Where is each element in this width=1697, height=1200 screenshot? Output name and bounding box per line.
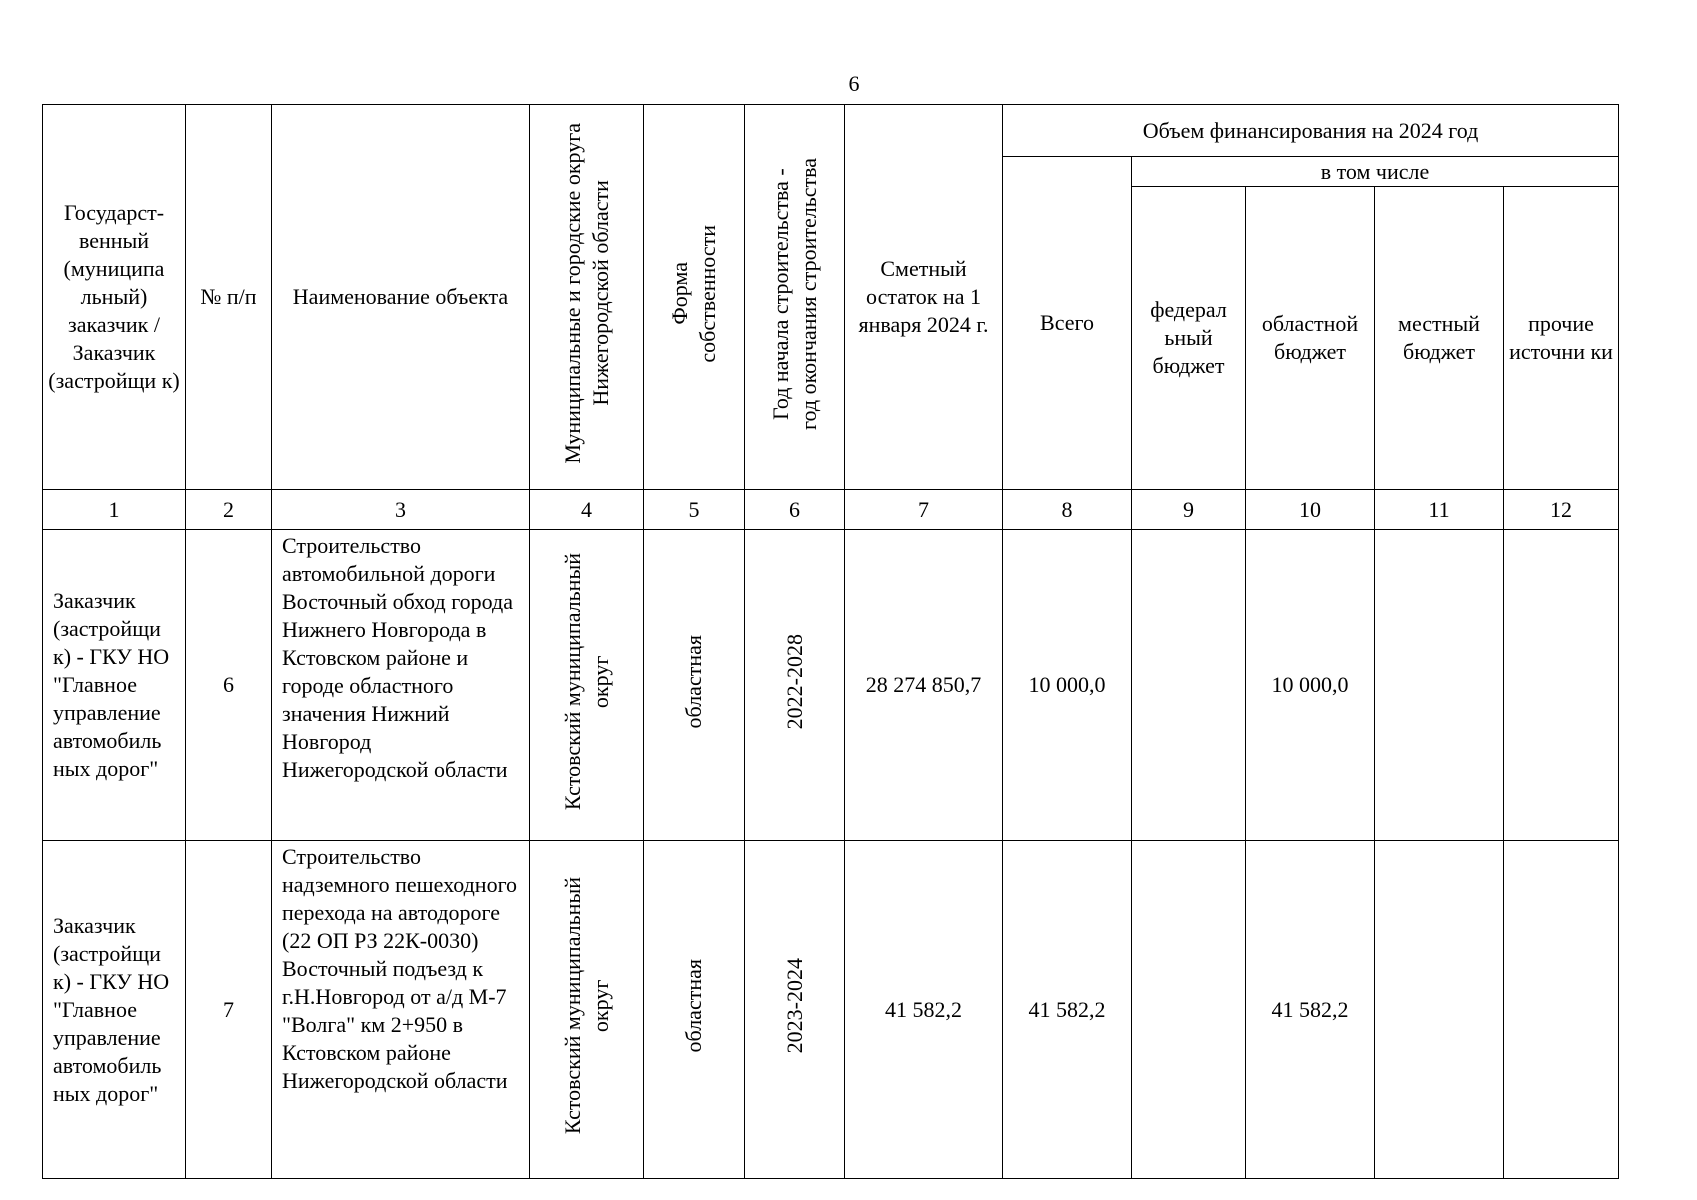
header-ownership [644, 105, 745, 490]
header-including: в том числе [1132, 157, 1619, 187]
row-ownership [644, 530, 745, 841]
row-years [745, 841, 845, 1179]
column-number: 2 [186, 490, 272, 530]
row-district-line2: округ [587, 979, 613, 1033]
header-district [530, 105, 644, 490]
header-number: № п/п [186, 105, 272, 490]
row-remainder: 28 274 850,7 [845, 530, 1003, 841]
row-other [1504, 530, 1619, 841]
column-number: 12 [1504, 490, 1619, 530]
header-total: Всего [1003, 157, 1132, 490]
row-total: 41 582,2 [1003, 841, 1132, 1179]
row-regional: 41 582,2 [1246, 841, 1375, 1179]
table-row [43, 841, 1619, 1179]
column-number: 4 [530, 490, 644, 530]
header-object-name: Наименование объекта [272, 105, 530, 490]
table-row [43, 530, 1619, 841]
row-regional: 10 000,0 [1246, 530, 1375, 841]
header-customer: Государст-венный (муниципа льный) заказчик / Заказчик (застройщи к) [43, 105, 186, 490]
row-object-name: Строительство надземного пешеходного перехода на автодороге (22 ОП РЗ 22К-0030) Восточный подъезд к г.Н.Новгород от а/д М-7 "Волга" км 2+950 в Кстовском районе Нижегородской области [272, 841, 530, 1179]
row-district-line1: Кстовский муниципальный [559, 552, 585, 811]
header-funding-group: Объем финансирования на 2024 год [1003, 105, 1619, 157]
row-number: 7 [186, 841, 272, 1179]
row-years-text: 2023-2024 [781, 958, 807, 1054]
header-federal: федерал ьный бюджет [1132, 187, 1246, 490]
column-number: 7 [845, 490, 1003, 530]
header-ownership-line1: Форма [667, 262, 692, 325]
column-number: 3 [272, 490, 530, 530]
row-number: 6 [186, 530, 272, 841]
header-remainder: Сметный остаток на 1 января 2024 г. [845, 105, 1003, 490]
column-number: 5 [644, 490, 745, 530]
row-district-line2: округ [587, 655, 613, 708]
header-years-line1: Год начала строительства - [767, 167, 793, 420]
header-years [745, 105, 845, 490]
row-federal [1132, 530, 1246, 841]
row-total: 10 000,0 [1003, 530, 1132, 841]
header-district-line1: Муниципальные и городские округа [559, 123, 585, 464]
header-ownership-line2: собственности [695, 224, 720, 363]
row-other [1504, 841, 1619, 1179]
row-local [1375, 530, 1504, 841]
row-district-line1: Кстовский муниципальный [559, 877, 585, 1135]
row-federal [1132, 841, 1246, 1179]
row-district [530, 530, 644, 841]
row-customer: Заказчик (застройщи к) - ГКУ НО "Главное управление автомобиль ных дорог" [43, 841, 186, 1179]
header-local: местный бюджет [1375, 187, 1504, 490]
row-years-text: 2022-2028 [781, 633, 807, 730]
row-ownership-text: областная [681, 959, 706, 1053]
column-number: 9 [1132, 490, 1246, 530]
header-district-line2: Нижегородской области [587, 180, 613, 407]
column-number: 11 [1375, 490, 1504, 530]
page-number: 6 [848, 71, 860, 96]
column-number: 6 [745, 490, 845, 530]
row-ownership [644, 841, 745, 1179]
row-district [530, 841, 644, 1179]
row-ownership-text: областная [681, 634, 706, 729]
funding-table [42, 104, 1619, 1179]
row-remainder: 41 582,2 [845, 841, 1003, 1179]
row-customer: Заказчик (застройщи к) - ГКУ НО "Главное управление автомобиль ных дорог" [43, 530, 186, 841]
column-number: 10 [1246, 490, 1375, 530]
header-other: прочие источни ки [1504, 187, 1619, 490]
column-number: 8 [1003, 490, 1132, 530]
header-years-line2: год окончания строительства [795, 157, 821, 430]
row-object-name: Строительство автомобильной дороги Восточный обход города Нижнего Новгорода в Кстовском районе и городе областного значения Нижний Новгород Нижегородской области [272, 530, 530, 841]
column-number: 1 [43, 490, 186, 530]
row-years [745, 530, 845, 841]
row-local [1375, 841, 1504, 1179]
header-regional: областной бюджет [1246, 187, 1375, 490]
